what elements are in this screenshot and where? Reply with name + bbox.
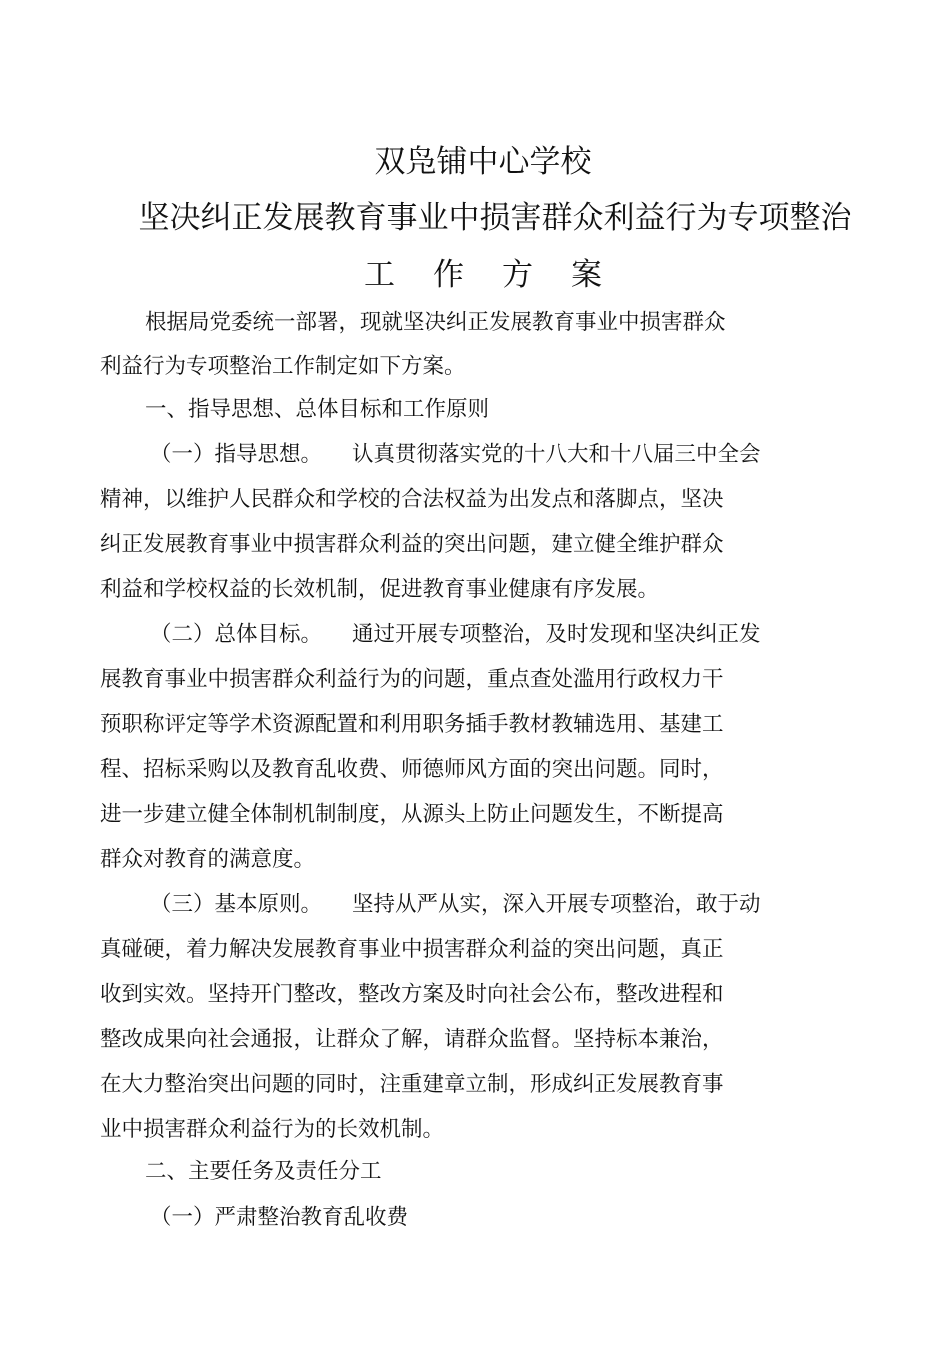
section2-heading: 二、主要任务及责任分工	[145, 1159, 382, 1184]
intro-line-1: 根据局党委统一部署，现就坚决纠正发展教育事业中损害群众	[145, 310, 726, 335]
paragraph-line: 群众对教育的满意度。	[100, 847, 316, 872]
title-subject: 坚决纠正发展教育事业中损害群众利益行为专项整治	[138, 200, 852, 236]
paragraph-label: （一）指导思想。	[150, 442, 323, 467]
section2-subheading: （一）严肃整治教育乱收费	[150, 1205, 409, 1230]
paragraph-line: 业中损害群众利益行为的长效机制。	[100, 1117, 445, 1142]
paragraph-text: 坚持从严从实，深入开展专项整治，敢于动	[352, 892, 761, 917]
paragraph-line: 收到实效。坚持开门整改，整改方案及时向社会公布，整改进程和	[100, 982, 724, 1007]
paragraph-label: （二）总体目标。	[150, 622, 323, 647]
title-school-name: 双凫铺中心学校	[374, 144, 592, 180]
section1-heading: 一、指导思想、总体目标和工作原则	[145, 397, 490, 422]
paragraph-line: 真碰硬，着力解决发展教育事业中损害群众利益的突出问题，真正	[100, 937, 724, 962]
paragraph-text: 认真贯彻落实党的十八大和十八届三中全会	[352, 442, 761, 467]
paragraph-line: 整改成果向社会通报，让群众了解，请群众监督。坚持标本兼治，	[100, 1027, 724, 1052]
paragraph-line: 精神，以维护人民群众和学校的合法权益为出发点和落脚点，坚决	[100, 487, 724, 512]
paragraph-label: （三）基本原则。	[150, 892, 323, 917]
title-doc-type: 工作方案	[364, 257, 640, 293]
paragraph-line: 预职称评定等学术资源配置和利用职务插手教材教辅选用、基建工	[100, 712, 724, 737]
paragraph-line: 纠正发展教育事业中损害群众利益的突出问题，建立健全维护群众	[100, 532, 724, 557]
paragraph-line: 展教育事业中损害群众利益行为的问题，重点查处滥用行政权力干	[100, 667, 724, 692]
paragraph-principle-first-line	[150, 890, 761, 920]
paragraph-text: 通过开展专项整治，及时发现和坚决纠正发	[352, 622, 761, 647]
paragraph-line: 程、招标采购以及教育乱收费、师德师风方面的突出问题。同时，	[100, 757, 724, 782]
paragraph-line: 利益和学校权益的长效机制，促进教育事业健康有序发展。	[100, 577, 660, 602]
paragraph-line: 在大力整治突出问题的同时，注重建章立制，形成纠正发展教育事	[100, 1072, 724, 1097]
paragraph-line: 进一步建立健全体制机制制度，从源头上防止问题发生，不断提高	[100, 802, 724, 827]
paragraph-guiding-first-line	[150, 440, 761, 470]
paragraph-goal-first-line	[150, 620, 761, 650]
intro-line-2: 利益行为专项整治工作制定如下方案。	[100, 354, 466, 379]
